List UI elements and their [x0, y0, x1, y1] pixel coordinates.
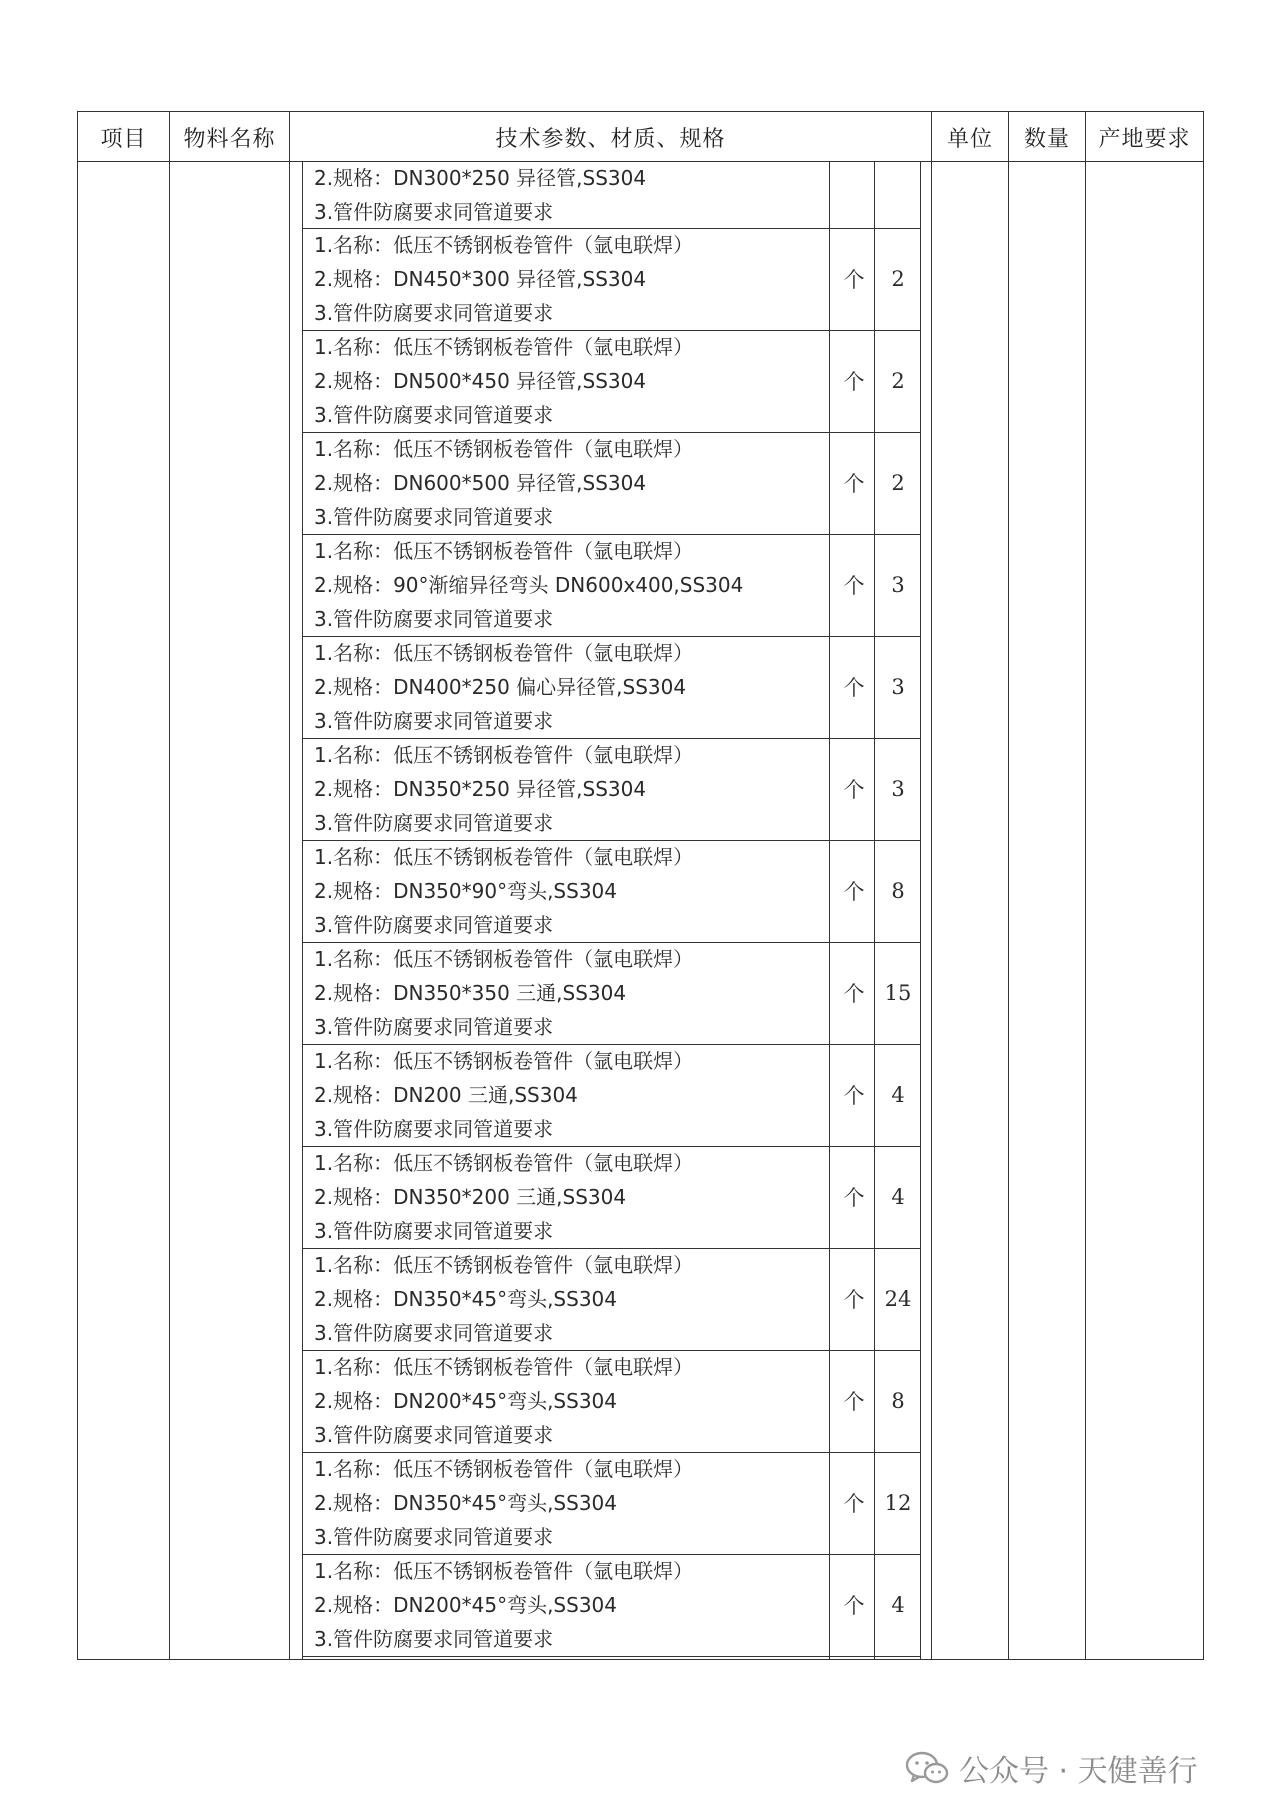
spec-line: 1.名称：低压不锈钢板卷管件（氩电联焊）: [314, 1457, 694, 1481]
row-unit: 个: [843, 1594, 865, 1618]
spec-description: [314, 1452, 826, 1554]
spec-line: 2.规格：DN350*350 三通,SS304: [314, 981, 627, 1005]
spec-line: 1.名称：低压不锈钢板卷管件（氩电联焊）: [314, 539, 694, 563]
spec-line: 2.规格：DN500*450 异径管,SS304: [314, 369, 647, 393]
table-right-border: [1203, 111, 1204, 1660]
row-quantity: 2: [891, 369, 905, 393]
spec-line: 3.管件防腐要求同管道要求: [314, 811, 554, 835]
header-quantity: 数量: [1023, 126, 1070, 152]
row-quantity: 24: [884, 1287, 912, 1311]
row-unit: 个: [843, 778, 865, 802]
row-quantity: [876, 161, 920, 228]
spec-description: [314, 432, 826, 534]
spec-line: 1.名称：低压不锈钢板卷管件（氩电联焊）: [314, 1151, 694, 1175]
spec-description: [314, 738, 826, 840]
col-divider-item: [169, 111, 170, 1660]
spec-description: [314, 161, 826, 229]
header-spec: 技术参数、材质、规格: [495, 126, 726, 152]
spec-line: 3.管件防腐要求同管道要求: [314, 1117, 554, 1141]
spec-line: 2.规格：90°渐缩异径弯头 DN600x400,SS304: [314, 573, 744, 597]
spec-line: 3.管件防腐要求同管道要求: [314, 301, 554, 325]
row-quantity: 4: [891, 1593, 905, 1617]
col-divider-spec-inner: [302, 161, 303, 1660]
spec-line: 2.规格：DN350*200 三通,SS304: [314, 1185, 627, 1209]
spec-description: [314, 942, 826, 1044]
table-left-border: [77, 111, 78, 1660]
row-quantity: 2: [891, 471, 905, 495]
row-quantity: 3: [891, 777, 905, 801]
wechat-icon: [905, 1750, 949, 1786]
row-quantity: 12: [884, 1491, 912, 1515]
spec-line: 1.名称：低压不锈钢板卷管件（氩电联焊）: [314, 437, 694, 461]
row-quantity: 3: [891, 675, 905, 699]
spec-line: 1.名称：低压不锈钢板卷管件（氩电联焊）: [314, 845, 694, 869]
spec-line: 3.管件防腐要求同管道要求: [314, 403, 554, 427]
spec-description: [314, 1350, 826, 1452]
inner-col-divider-desc: [829, 161, 830, 1660]
spec-line: 3.管件防腐要求同管道要求: [314, 1015, 554, 1039]
spec-description: [314, 1044, 826, 1146]
watermark-text: 公众号 · 天健善行: [959, 1754, 1198, 1789]
spec-line: 2.规格：DN200*45°弯头,SS304: [314, 1389, 617, 1413]
row-unit: 个: [843, 574, 865, 598]
row-quantity: 8: [891, 1389, 905, 1413]
inner-col-divider-qty: [920, 161, 921, 1660]
header-origin: 产地要求: [1098, 126, 1191, 152]
spec-line: 2.规格：DN300*250 异径管,SS304: [314, 166, 647, 190]
spec-line: 2.规格：DN200 三通,SS304: [314, 1083, 578, 1107]
spec-description: [314, 1146, 826, 1248]
row-unit: [832, 161, 876, 228]
header-unit: 单位: [946, 126, 993, 152]
row-quantity: 4: [891, 1083, 905, 1107]
spec-line: 3.管件防腐要求同管道要求: [314, 1321, 554, 1345]
row-quantity: 4: [891, 1185, 905, 1209]
spec-description: [314, 1248, 826, 1350]
spec-line: 1.名称：低压不锈钢板卷管件（氩电联焊）: [314, 947, 694, 971]
spec-line: 2.规格：DN350*90°弯头,SS304: [314, 879, 617, 903]
spec-line: 1.名称：低压不锈钢板卷管件（氩电联焊）: [314, 1559, 694, 1583]
spec-line: 3.管件防腐要求同管道要求: [314, 1219, 554, 1243]
row-unit: 个: [843, 268, 865, 292]
row-unit: 个: [843, 880, 865, 904]
spec-description: [314, 840, 826, 942]
header-material-name: 物料名称: [183, 126, 276, 152]
spec-line: 2.规格：DN350*45°弯头,SS304: [314, 1287, 617, 1311]
row-quantity: 2: [891, 267, 905, 291]
spec-line: 2.规格：DN400*250 偏心异径管,SS304: [314, 675, 687, 699]
spec-line: 2.规格：DN450*300 异径管,SS304: [314, 267, 647, 291]
spec-line: 1.名称：低压不锈钢板卷管件（氩电联焊）: [314, 743, 694, 767]
spec-line: 1.名称：低压不锈钢板卷管件（氩电联焊）: [314, 1355, 694, 1379]
row-unit: 个: [843, 1084, 865, 1108]
spec-line: 1.名称：低压不锈钢板卷管件（氩电联焊）: [314, 233, 694, 257]
spec-line: 2.规格：DN350*250 异径管,SS304: [314, 777, 647, 801]
spec-line: 3.管件防腐要求同管道要求: [314, 709, 554, 733]
watermark: [905, 1746, 1245, 1790]
inner-row-divider: [302, 1656, 921, 1657]
spec-line: 2.规格：DN600*500 异径管,SS304: [314, 471, 647, 495]
col-divider-spec: [931, 111, 932, 1660]
spec-line: 3.管件防腐要求同管道要求: [314, 505, 554, 529]
spec-line: 3.管件防腐要求同管道要求: [314, 1627, 554, 1651]
col-divider-name: [289, 111, 290, 1660]
spec-description: [314, 534, 826, 636]
spec-line: 2.规格：DN350*45°弯头,SS304: [314, 1491, 617, 1515]
row-unit: 个: [843, 1288, 865, 1312]
header-item: 项目: [100, 126, 147, 152]
row-quantity: 8: [891, 879, 905, 903]
row-unit: 个: [843, 1390, 865, 1414]
spec-line: 3.管件防腐要求同管道要求: [314, 913, 554, 937]
spec-line: 1.名称：低压不锈钢板卷管件（氩电联焊）: [314, 641, 694, 665]
row-unit: 个: [843, 982, 865, 1006]
row-unit: 个: [843, 1186, 865, 1210]
col-divider-qty: [1085, 111, 1086, 1660]
row-unit: 个: [843, 370, 865, 394]
spec-description: [314, 1554, 826, 1656]
spec-line: 1.名称：低压不锈钢板卷管件（氩电联焊）: [314, 335, 694, 359]
spec-line: 3.管件防腐要求同管道要求: [314, 200, 554, 224]
spec-description: [314, 636, 826, 738]
spec-line: 3.管件防腐要求同管道要求: [314, 1525, 554, 1549]
row-unit: 个: [843, 1492, 865, 1516]
spec-line: 1.名称：低压不锈钢板卷管件（氩电联焊）: [314, 1049, 694, 1073]
row-unit: 个: [843, 676, 865, 700]
col-divider-unit: [1008, 111, 1009, 1660]
table-bottom-border: [77, 1659, 1203, 1660]
row-unit: 个: [843, 472, 865, 496]
row-quantity: 3: [891, 573, 905, 597]
spec-line: 3.管件防腐要求同管道要求: [314, 1423, 554, 1447]
spec-description: [314, 228, 826, 330]
spec-line: 2.规格：DN200*45°弯头,SS304: [314, 1593, 617, 1617]
spec-description: [314, 330, 826, 432]
row-quantity: 15: [884, 981, 912, 1005]
spec-line: 3.管件防腐要求同管道要求: [314, 607, 554, 631]
spec-line: 1.名称：低压不锈钢板卷管件（氩电联焊）: [314, 1253, 694, 1277]
